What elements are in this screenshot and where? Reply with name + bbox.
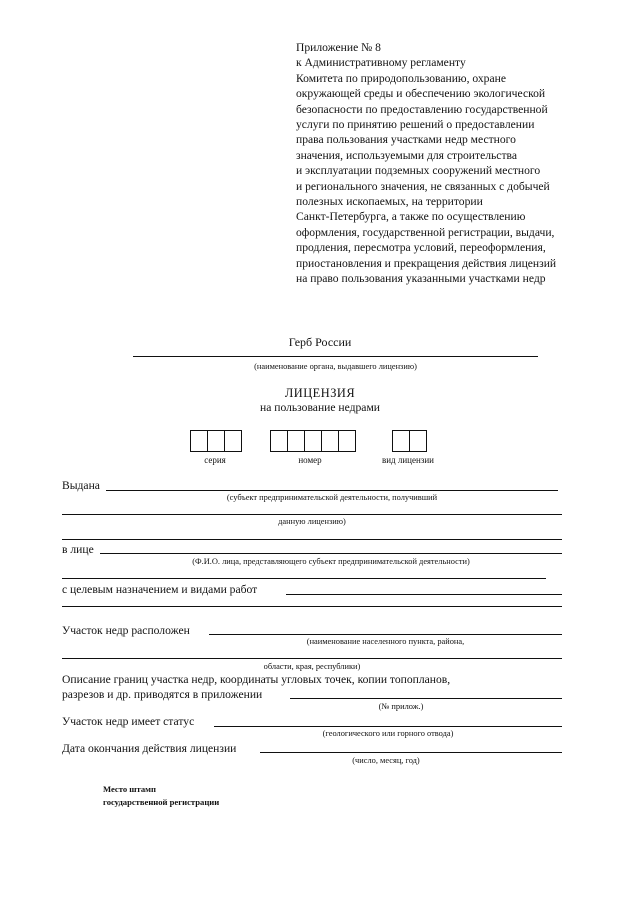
header-line: значения, используемыми для строительства bbox=[296, 148, 517, 162]
location-line-2[interactable] bbox=[62, 658, 562, 659]
location-caption-2: области, края, республики) bbox=[263, 662, 361, 671]
purpose-label: с целевым назначением и видами работ bbox=[62, 583, 258, 596]
appendix-line[interactable] bbox=[290, 698, 562, 699]
appendix-header bbox=[296, 40, 596, 287]
license-subtitle: на пользование недрами bbox=[260, 401, 380, 414]
series-box[interactable] bbox=[224, 430, 242, 452]
number-boxes[interactable] bbox=[270, 430, 355, 451]
issued-label: Выдана bbox=[62, 479, 100, 492]
type-boxes[interactable] bbox=[392, 430, 426, 451]
header-line: Приложение № 8 bbox=[296, 41, 381, 54]
series-box[interactable] bbox=[207, 430, 225, 452]
type-box[interactable] bbox=[409, 430, 427, 452]
issuer-line[interactable] bbox=[133, 356, 538, 357]
issued-caption-2: данную лицензию) bbox=[278, 517, 346, 526]
header-line: на право пользования указанными участками недр bbox=[296, 272, 546, 286]
emblem-label: Герб России bbox=[288, 335, 352, 349]
expiry-line[interactable] bbox=[260, 752, 562, 753]
stamp-line-2: государственной регистрации bbox=[103, 797, 220, 807]
status-caption: (геологического или горного отвода) bbox=[322, 729, 454, 738]
header-line: полезных ископаемых, на территории bbox=[296, 195, 483, 209]
issued-line[interactable] bbox=[106, 490, 558, 491]
header-line: и эксплуатации подземных сооружений местного bbox=[296, 164, 541, 178]
series-boxes[interactable] bbox=[190, 430, 241, 451]
header-line: приостановления и прекращения действия лицензий bbox=[296, 256, 557, 270]
number-caption: номер bbox=[298, 455, 322, 465]
expiry-caption: (число, месяц, год) bbox=[352, 756, 420, 765]
header-line: безопасности по предоставлению государственной bbox=[296, 102, 548, 116]
description-line-2: разрезов и др. приводятся в приложении bbox=[62, 688, 263, 701]
person-line-2[interactable] bbox=[62, 578, 546, 579]
number-box[interactable] bbox=[270, 430, 288, 452]
issued-caption: (субъект предпринимательской деятельности, получивший bbox=[226, 493, 438, 502]
description-line-1: Описание границ участка недр, координаты угловых точек, копии топопланов, bbox=[62, 673, 451, 686]
type-caption: вид лицензии bbox=[381, 455, 435, 465]
type-box[interactable] bbox=[392, 430, 410, 452]
header-line: и регионального значения, не связанных с добычей bbox=[296, 179, 550, 193]
header-line: услуги по принятию решений о предоставлении bbox=[296, 118, 535, 132]
stamp-place bbox=[103, 783, 219, 809]
appendix-caption: (№ прилож.) bbox=[378, 702, 424, 711]
header-line: права пользования участками недр местного bbox=[296, 133, 516, 147]
header-line: Комитета по природопользованию, охране bbox=[296, 71, 506, 85]
issued-line-3[interactable] bbox=[62, 539, 562, 540]
header-line: продления, пересмотра условий, переоформления, bbox=[296, 241, 546, 255]
purpose-line-2[interactable] bbox=[62, 606, 562, 607]
purpose-line[interactable] bbox=[286, 594, 562, 595]
series-caption: серия bbox=[204, 455, 226, 465]
number-box[interactable] bbox=[304, 430, 322, 452]
expiry-label: Дата окончания действия лицензии bbox=[62, 742, 237, 755]
header-line: к Административному регламенту bbox=[296, 56, 466, 70]
location-label: Участок недр расположен bbox=[62, 624, 190, 637]
location-line[interactable] bbox=[209, 634, 562, 635]
number-box[interactable] bbox=[287, 430, 305, 452]
header-line: окружающей среды и обеспечению экологической bbox=[296, 87, 546, 101]
stamp-line-1: Место штамп bbox=[103, 784, 156, 794]
number-box[interactable] bbox=[338, 430, 356, 452]
status-line[interactable] bbox=[214, 726, 562, 727]
license-title: ЛИЦЕНЗИЯ bbox=[284, 386, 356, 400]
issuer-caption: (наименование органа, выдавшего лицензию) bbox=[254, 362, 417, 371]
person-label: в лице bbox=[62, 543, 94, 556]
header-line: оформления, государственной регистрации, выдачи, bbox=[296, 225, 555, 239]
person-line[interactable] bbox=[100, 553, 562, 554]
person-caption: (Ф.И.О. лица, представляющего субъект предпринимательской деятельности) bbox=[192, 557, 470, 566]
number-box[interactable] bbox=[321, 430, 339, 452]
series-box[interactable] bbox=[190, 430, 208, 452]
issued-line-2[interactable] bbox=[62, 514, 562, 515]
header-line: Санкт-Петербурга, а также по осуществлению bbox=[296, 210, 526, 224]
location-caption: (наименование населенного пункта, района, bbox=[306, 637, 465, 646]
status-label: Участок недр имеет статус bbox=[62, 715, 195, 728]
